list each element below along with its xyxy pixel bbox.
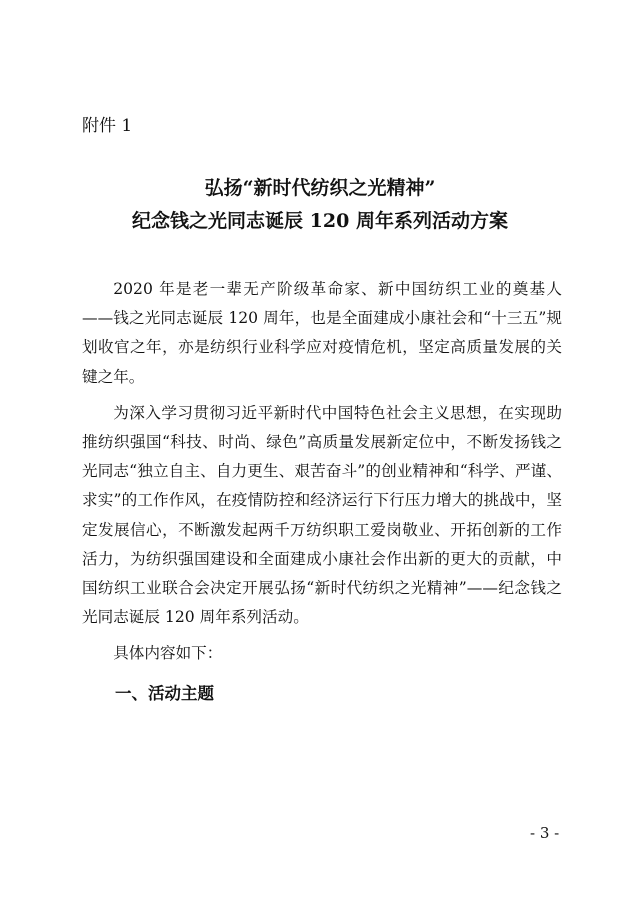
- document-title-line-1: 弘扬“新时代纺织之光精神”: [204, 177, 436, 199]
- paragraph-intro: 2020 年是老一辈无产阶级革命家、新中国纺织工业的奠基人——钱之光同志诞辰 120 周年，也是全面建成小康社会和“十三五”规划收官之年，亦是纺织行业科学应对疫情危机，坚定高质量发展的关键之年。: [82, 280, 562, 386]
- document-title-line-2: 纪念钱之光同志诞辰 120 周年系列活动方案: [132, 210, 508, 232]
- paragraph-details-lead: 具体内容如下：: [113, 644, 223, 663]
- paragraph-purpose: 为深入学习贯彻习近平新时代中国特色社会主义思想，在实现助推纺织强国“科技、时尚、绿色”高质量发展新定位中，不断发扬钱之光同志“独立自主、自力更生、艰苦奋斗”的创业精神和“科学、严谨、求实”的工作作风，在疫情防控和经济运行下行压力增大的挑战中，坚定发展信心，不断激发起两千万纺织职工爱岗敬业、开拓创新的工作活力，为纺织强国建设和全面建成小康社会作出新的更大的贡献，中国纺织工业联合会决定开展弘扬“新时代纺织之光精神”——纪念钱之光同志诞辰 120 周年系列活动。: [82, 403, 562, 627]
- document-body: [82, 275, 562, 708]
- page-number: - 3 -: [530, 824, 560, 842]
- section-heading-theme: 一、活动主题: [115, 683, 214, 703]
- attachment-label: 附件 1: [82, 116, 133, 136]
